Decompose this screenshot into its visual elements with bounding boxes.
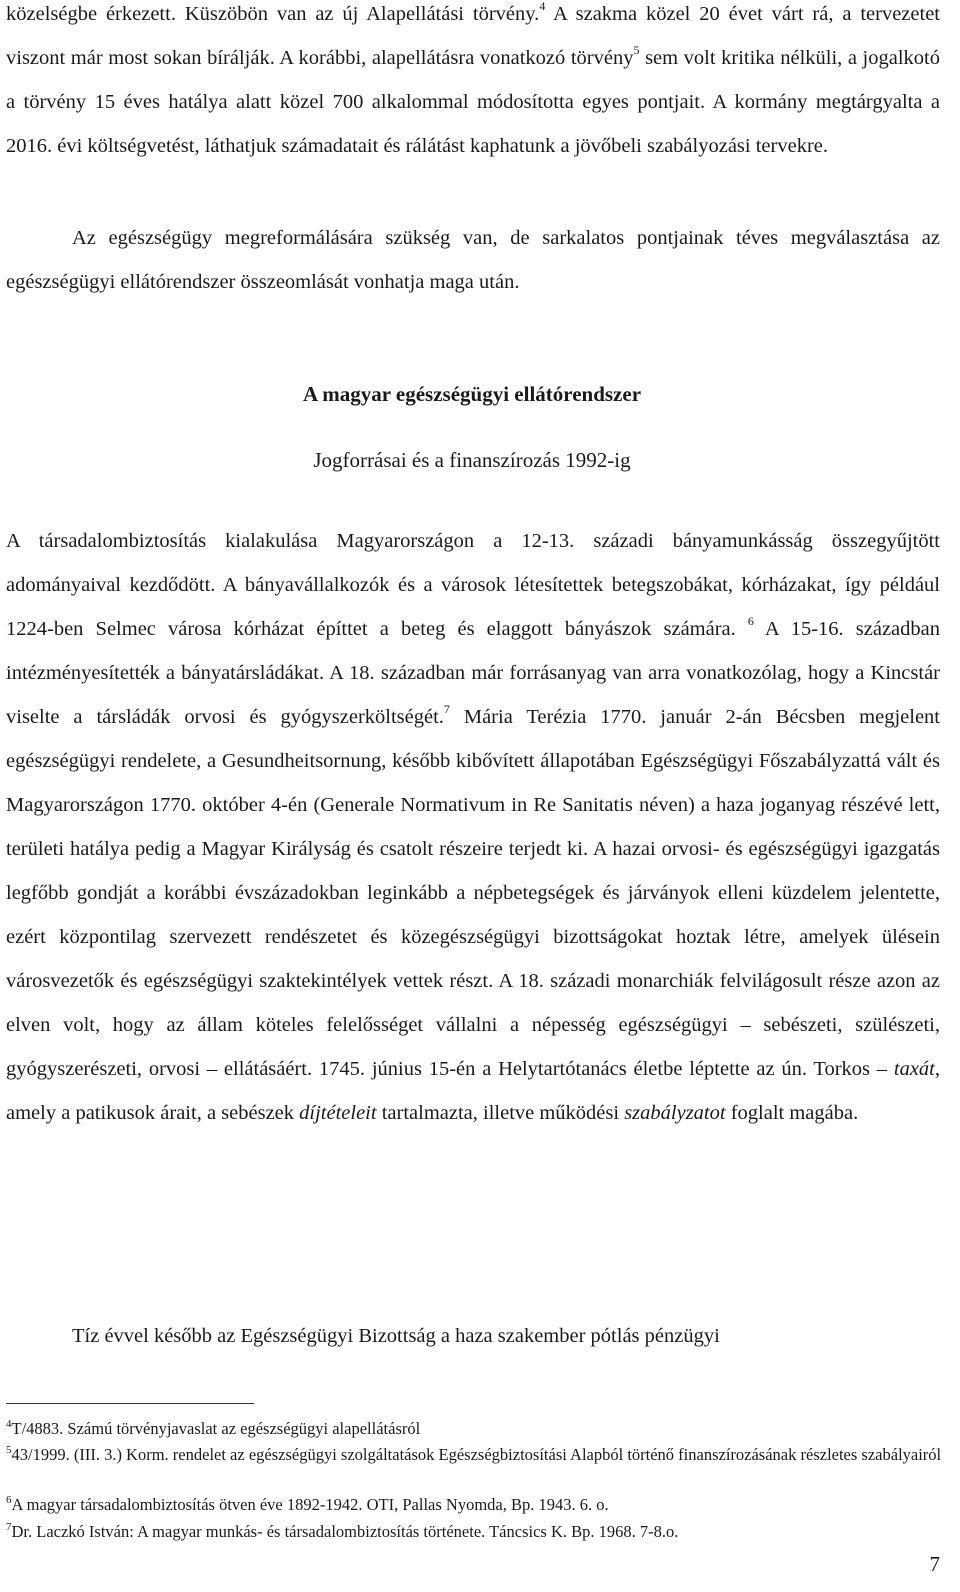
footnote-number: 6 [6,1493,12,1506]
footnote [6,1444,946,1466]
footnote-text: 43/1999. (III. 3.) Korm. rendelet az egészségügyi szolgáltatások Egészségbiztosítási Alapból történő finanszírozásának részletes szabályairól [11,1445,942,1464]
section-heading: A magyar egészségügyi ellátórendszer [302,382,642,406]
text-run: tartalmazta, illetve működési [376,1102,625,1124]
footnote-ref[interactable]: 6 [747,614,754,629]
footnote-ref[interactable]: 7 [443,702,450,717]
text-run: Tíz évvel később az Egészségügyi Bizottság a haza szakember pótlás pénzügyi [72,1325,720,1347]
footnote-number: 4 [6,1417,12,1430]
paragraph-intro [6,0,940,168]
footnote [6,1521,946,1543]
section-subheading: Jogforrásai és a finanszírozás 1992-ig [313,448,631,472]
footnote-text: A magyar társadalombiztosítás ötven éve 1892-1942. OTI, Pallas Nyomda, Bp. 1943. 6. o. [11,1495,609,1514]
footnote-number: 7 [6,1520,12,1533]
footnote-divider [6,1403,254,1404]
text-run: Mária Terézia 1770. január 2-án Bécsben megjelent egészségügyi rendelete, a Gesundheitsornung, később kibővített állapotában Egészségügyi Főszabályzattá vált és Magyarországon 1770. október 4-én (Generale Normativum in Re Sanitatis néven) a haza joganyag részévé lett, területi hatálya pedig a Magyar Királyság és csatolt részeire terjedt ki. A hazai orvosi- és egészségügyi igazgatás legfőbb gondját a korábbi évszázadokban leginkább a népbetegségek és járványok elleni küzdelem jelentette, ezért központilag szervezett rendészetet és közegészségügyi bizottságokat hoztak létre, amelyek ülésein városvezetők és egészségügyi szaktekintélyek vettek részt. A 18. századi monarchiák felvilágosult része azon az elven volt, hogy az állam köteles felelősséget vállalni a népesség egészségügyi – sebészeti, szülészeti, gyógyszerészeti, orvosi – ellátásáért. 1745. június 15-én a Helytartótanács életbe léptette az ún. Torkos – [6,706,940,1080]
text-run: A társadalombiztosítás kialakulása Magyarországon a 12-13. századi bányamunkásság összegyűjtött adományaival kezdődött. A bányavállalkozók és a városok létesítettek betegszobákat, kórházakat, így például 1224-ben Selmec városa kórházat építtet a beteg és elaggott bányászok számára. [6,530,940,640]
text-run: sem volt kritika nélküli, a jogalkotó a törvény 15 éves hatálya alatt közel 700 alkalommal módosította egyes pontjait. A kormány megtárgyalta a 2016. évi költségvetést, láthatjuk számadatait és rálátást kaphatunk a jövőbeli szabályozási tervekre. [6,47,940,157]
page-number: 7 [929,1552,940,1576]
footnote-ref[interactable]: 4 [539,0,546,14]
text-run: foglalt magába. [725,1102,859,1124]
paragraph-history [6,519,940,1135]
text-run: közelségbe érkezett. Küszöbön van az új Alapellátási törvény. [6,3,540,25]
footnote-text: Dr. Laczkó István: A magyar munkás- és társadalombiztosítás története. Táncsics K. Bp. 1968. 7-8.o. [11,1522,679,1541]
paragraph-continuation [6,1314,940,1358]
footnote [6,1494,946,1516]
italic-term: díjtételeit [299,1102,377,1124]
text-run: A 15-16. században intézményesítették a bányatársládákat. A 18. században már forrásanyag van arra vonatkozólag, hogy a Kincstár viselte a társládák orvosi és gyógyszerköltségét. [6,618,940,728]
text-run: , amely a patikusok árait, a sebészek [6,1058,940,1124]
text-run: Az egészségügy megreformálására szükség van, de sarkalatos pontjainak téves megválasztása az egészségügyi ellátórendszer összeomlását vonhatja maga után. [6,227,940,293]
footnote-ref[interactable]: 5 [633,43,640,58]
paragraph-reform [6,216,940,304]
footnote [6,1418,946,1440]
text-run: A szakma közel 20 évet várt rá, a tervezetet viszont már most sokan bírálják. A korábbi, alapellátásra vonatkozó törvény [6,3,940,69]
italic-term: szabályzatot [624,1102,726,1124]
italic-term: taxát [893,1058,935,1080]
footnote-number: 5 [6,1443,12,1456]
footnote-text: T/4883. Számú törvényjavaslat az egészségügyi alapellátásról [11,1419,421,1438]
